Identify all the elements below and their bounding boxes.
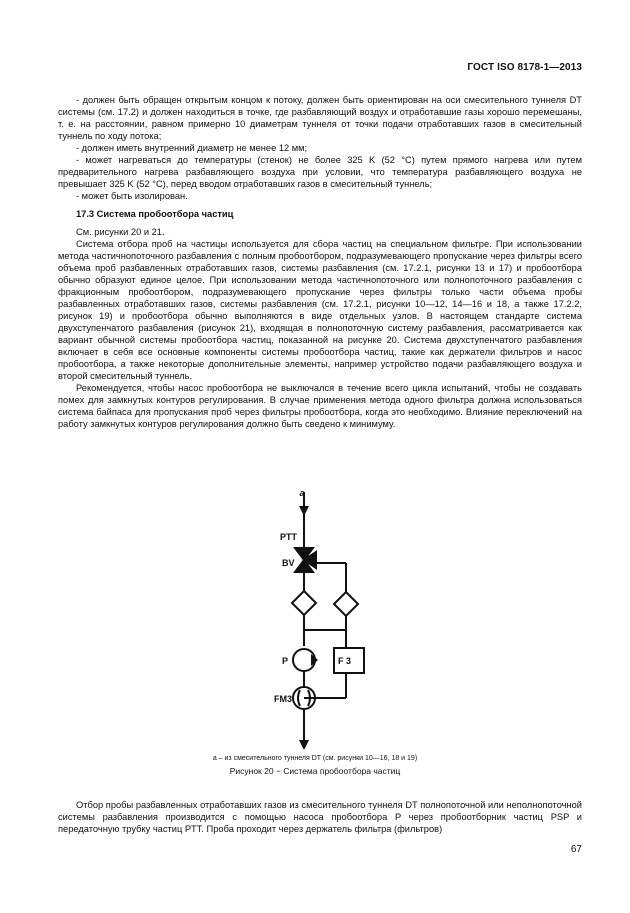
inlet-marker: a	[299, 488, 305, 498]
label-bv: BV	[282, 558, 295, 568]
paragraph: - должен иметь внутренний диаметр не менее 12 мм;	[76, 143, 308, 153]
outlet-arrow-head	[299, 740, 309, 750]
standard-header: ГОСТ ISO 8178-1—2013	[467, 62, 582, 73]
figure-note: a – из смесительного туннеля DT (см. рисунки 10—16, 18 и 19)	[212, 755, 418, 762]
paragraph: - должен быть обращен открытым концом к потоку, должен быть ориентирован на оси смесительного туннеля DT системы (см. 17.2) и должен находиться в точке, где разбавляющий воздух и отработавшие газы хорошо перемешаны, т. е. на расстоянии, равном примерно 10 диаметрам туннеля от точки подачи отработавших газов в смесительный туннель по ходу потока;	[58, 95, 582, 141]
figure-title: Рисунок 20 − Система пробоотбора частиц	[229, 766, 401, 776]
paragraph: Отбор пробы разбавленных отработавших газов из смесительного туннеля DT полнопоточной или неполнопоточной системы разбавления производится с помощью насоса пробоотбора P через пробоотборник частиц PSP и передаточную трубку частиц PTT. Проба проходит через держатель фильтра (фильтров)	[58, 800, 582, 834]
inlet-arrow-head	[299, 506, 309, 516]
page-number: 67	[570, 844, 582, 855]
paragraph: - может нагреваться до температуры (стенок) не более 325 K (52 °C) путем прямого нагрева или путем предварительного нагрева разбавляющего воздуха при условии, что температура разбавляющего воздуха не превышает 325 K (52 °C), перед вводом отработавших газов в смесительный туннель;	[58, 155, 582, 189]
sampling-system-diagram	[0, 485, 630, 755]
label-ptt: PTT	[280, 532, 297, 542]
section-heading: 17.3 Система пробоотбора частиц	[76, 209, 234, 219]
filter-icon	[292, 591, 316, 615]
body-text-bottom	[58, 799, 582, 835]
paragraph: См. рисунки 20 и 21.	[76, 227, 165, 237]
label-fm3: FM3	[274, 694, 292, 704]
paragraph: Рекомендуется, чтобы насос пробоотбора не выключался в течение всего цикла испытаний, чтобы не создавать помех для замкнутых контуров регулирования. В случае применения метода одного фильтра должна использоваться система байпаса для пропускания проб через фильтры пробоотбора, когда это необходимо. Влияние переключений на работу замкнутых контуров регулирования должно быть сведено к минимуму.	[58, 383, 582, 429]
paragraph: Система отбора проб на частицы используется для сбора частиц на специальном фильтре. При использовании метода частичнопоточного разбавления с полным пробоотбором, подразумевающего пропускание через фильтры всего объема проб разбавленных отработавших газов, системы разбавления (см. 17.2.1, рисунки 13 и 17) и пробоотбора обычно образуют единое целое. При использовании метода частичнопоточного или полнопоточного разбавления с фракционным пробоотбором, подразумевающего пропускание через фильтры только части объема пробы разбавленных отработавших газов, системы разбавления (см. 17.2.1, рисунки 10—12, 14—16 и 18, а также 17.2.2, рисунок 19) и пробоотбора обычно выполняются в виде отдельных узлов. В настоящем стандарте система двухступенчатого разбавления (рисунок 21), входящая в полнопоточную систему разбавления, рассматривается как вариант обычной системы пробоотбора частиц, показанной на рисунке 20. Система двухступенчатого разбавления включает в себя все основные компоненты системы пробоотбора частиц, такие как держатели фильтров и насос пробоотбора, а также некоторые дополнительные элементы, например устройство подачи разбавляющего воздуха и второй смесительный туннель.	[58, 239, 582, 381]
paragraph: - может быть изолирован.	[76, 191, 188, 201]
body-text-top	[58, 94, 582, 430]
label-f3: F 3	[338, 656, 352, 666]
label-p: P	[282, 656, 289, 666]
filter-icon	[334, 592, 358, 616]
